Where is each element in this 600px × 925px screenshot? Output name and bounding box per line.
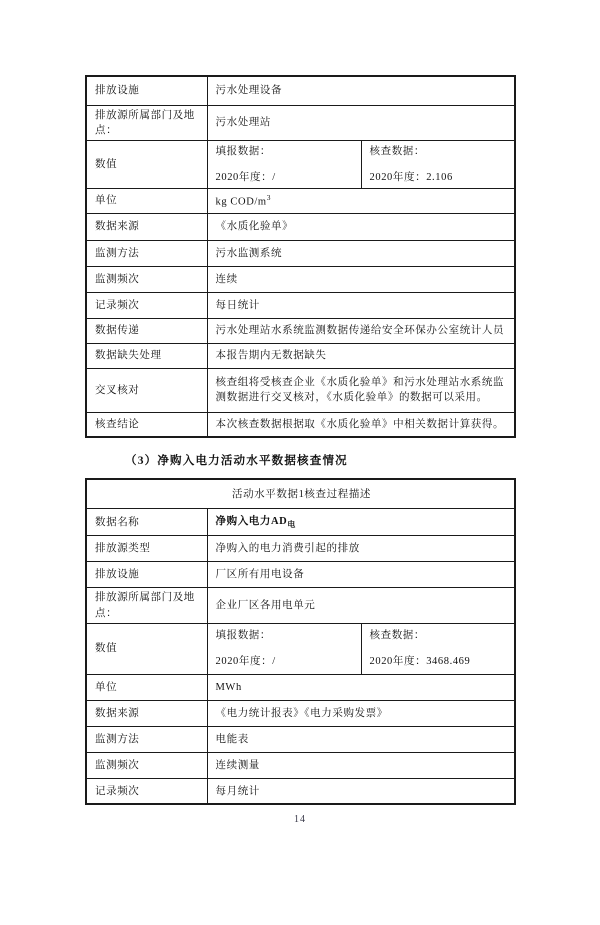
reported-data-value: 2020年度：/ <box>215 171 276 183</box>
wastewater-data-table <box>85 75 516 438</box>
table-row <box>86 266 515 292</box>
row-value: 电能表 <box>207 726 515 752</box>
row-value: MWh <box>207 674 515 700</box>
row-label: 监测方法 <box>86 240 207 266</box>
reported-data-cell <box>207 140 361 188</box>
table-row <box>86 240 515 266</box>
row-label: 排放源所属部门及地点： <box>86 105 207 140</box>
row-label: 交叉核对 <box>86 368 207 412</box>
row-value: 《水质化验单》 <box>207 213 515 240</box>
reported-data-cell <box>207 623 361 674</box>
row-value: 污水处理站 <box>207 105 515 140</box>
unit-superscript: 3 <box>266 192 271 202</box>
row-value: 本次核查数据根据取《水质化验单》中相关数据计算获得。 <box>207 412 515 437</box>
row-value: 企业厂区各用电单元 <box>207 588 515 623</box>
data-name-text: 净购入电力AD <box>215 516 288 528</box>
row-label: 监测频次 <box>86 266 207 292</box>
row-label: 排放源所属部门及地点： <box>86 588 207 623</box>
row-label: 排放设施 <box>86 562 207 588</box>
table-row <box>86 188 515 213</box>
verified-data-cell <box>361 140 515 188</box>
table-row <box>86 726 515 752</box>
row-label: 数据来源 <box>86 700 207 726</box>
table-header: 活动水平数据1核查过程描述 <box>86 479 515 509</box>
row-value: 污水处理设备 <box>207 76 515 105</box>
table-row <box>86 700 515 726</box>
row-value: 连续测量 <box>207 752 515 778</box>
table-row <box>86 588 515 623</box>
row-label: 数值 <box>86 623 207 674</box>
row-label: 数据名称 <box>86 509 207 536</box>
verified-data-cell <box>361 623 515 674</box>
table-row <box>86 562 515 588</box>
table-row <box>86 536 515 562</box>
row-label: 排放设施 <box>86 76 207 105</box>
table-header-row <box>86 479 515 509</box>
table-row <box>86 674 515 700</box>
table-row <box>86 509 515 536</box>
reported-data-title: 填报数据： <box>215 630 271 642</box>
row-label: 单位 <box>86 674 207 700</box>
verified-data-title: 核查数据： <box>369 145 425 157</box>
row-value: 厂区所有用电设备 <box>207 562 515 588</box>
table-row <box>86 140 515 188</box>
page-number: 14 <box>294 814 306 826</box>
table-row <box>86 213 515 240</box>
electricity-data-table <box>85 478 516 805</box>
row-label: 记录频次 <box>86 292 207 318</box>
row-value: 净购入的电力消费引起的排放 <box>207 536 515 562</box>
data-name-subscript: 电 <box>287 520 296 530</box>
table-row <box>86 105 515 140</box>
table-row <box>86 412 515 437</box>
section-heading: （3）净购入电力活动水平数据核查情况 <box>125 455 348 468</box>
reported-data-value: 2020年度：/ <box>215 656 276 668</box>
table-row <box>86 318 515 343</box>
row-value: 《电力统计报表》《电力采购发票》 <box>207 700 515 726</box>
row-label: 核查结论 <box>86 412 207 437</box>
row-label: 监测频次 <box>86 752 207 778</box>
row-value: 连续 <box>207 266 515 292</box>
reported-data-title: 填报数据： <box>215 145 271 157</box>
row-label: 数据缺失处理 <box>86 343 207 368</box>
row-value: 污水监测系统 <box>207 240 515 266</box>
row-label: 单位 <box>86 188 207 213</box>
row-label: 数值 <box>86 140 207 188</box>
row-label: 监测方法 <box>86 726 207 752</box>
table-row <box>86 343 515 368</box>
unit-text: kg COD/m <box>215 196 267 208</box>
row-value: 污水处理站水系统监测数据传递给安全环保办公室统计人员 <box>207 318 515 343</box>
table-row <box>86 76 515 105</box>
row-label: 数据传递 <box>86 318 207 343</box>
table-row <box>86 292 515 318</box>
table-row <box>86 752 515 778</box>
verified-data-title: 核查数据： <box>369 630 425 642</box>
verified-data-value: 2020年度：3468.469 <box>369 656 471 668</box>
row-label: 数据来源 <box>86 213 207 240</box>
table-row <box>86 368 515 412</box>
row-value: 每月统计 <box>207 778 515 804</box>
row-value: 核查组将受核查企业《水质化验单》和污水处理站水系统监测数据进行交叉核对，《水质化验单》的数据可以采用。 <box>207 368 515 412</box>
row-value <box>207 188 515 213</box>
row-label: 排放源类型 <box>86 536 207 562</box>
row-value: 本报告期内无数据缺失 <box>207 343 515 368</box>
table-row <box>86 623 515 674</box>
verified-data-value: 2020年度：2.106 <box>369 171 453 183</box>
row-value: 每日统计 <box>207 292 515 318</box>
table-row <box>86 778 515 804</box>
row-value <box>207 509 515 536</box>
document-page <box>0 75 600 925</box>
row-label: 记录频次 <box>86 778 207 804</box>
